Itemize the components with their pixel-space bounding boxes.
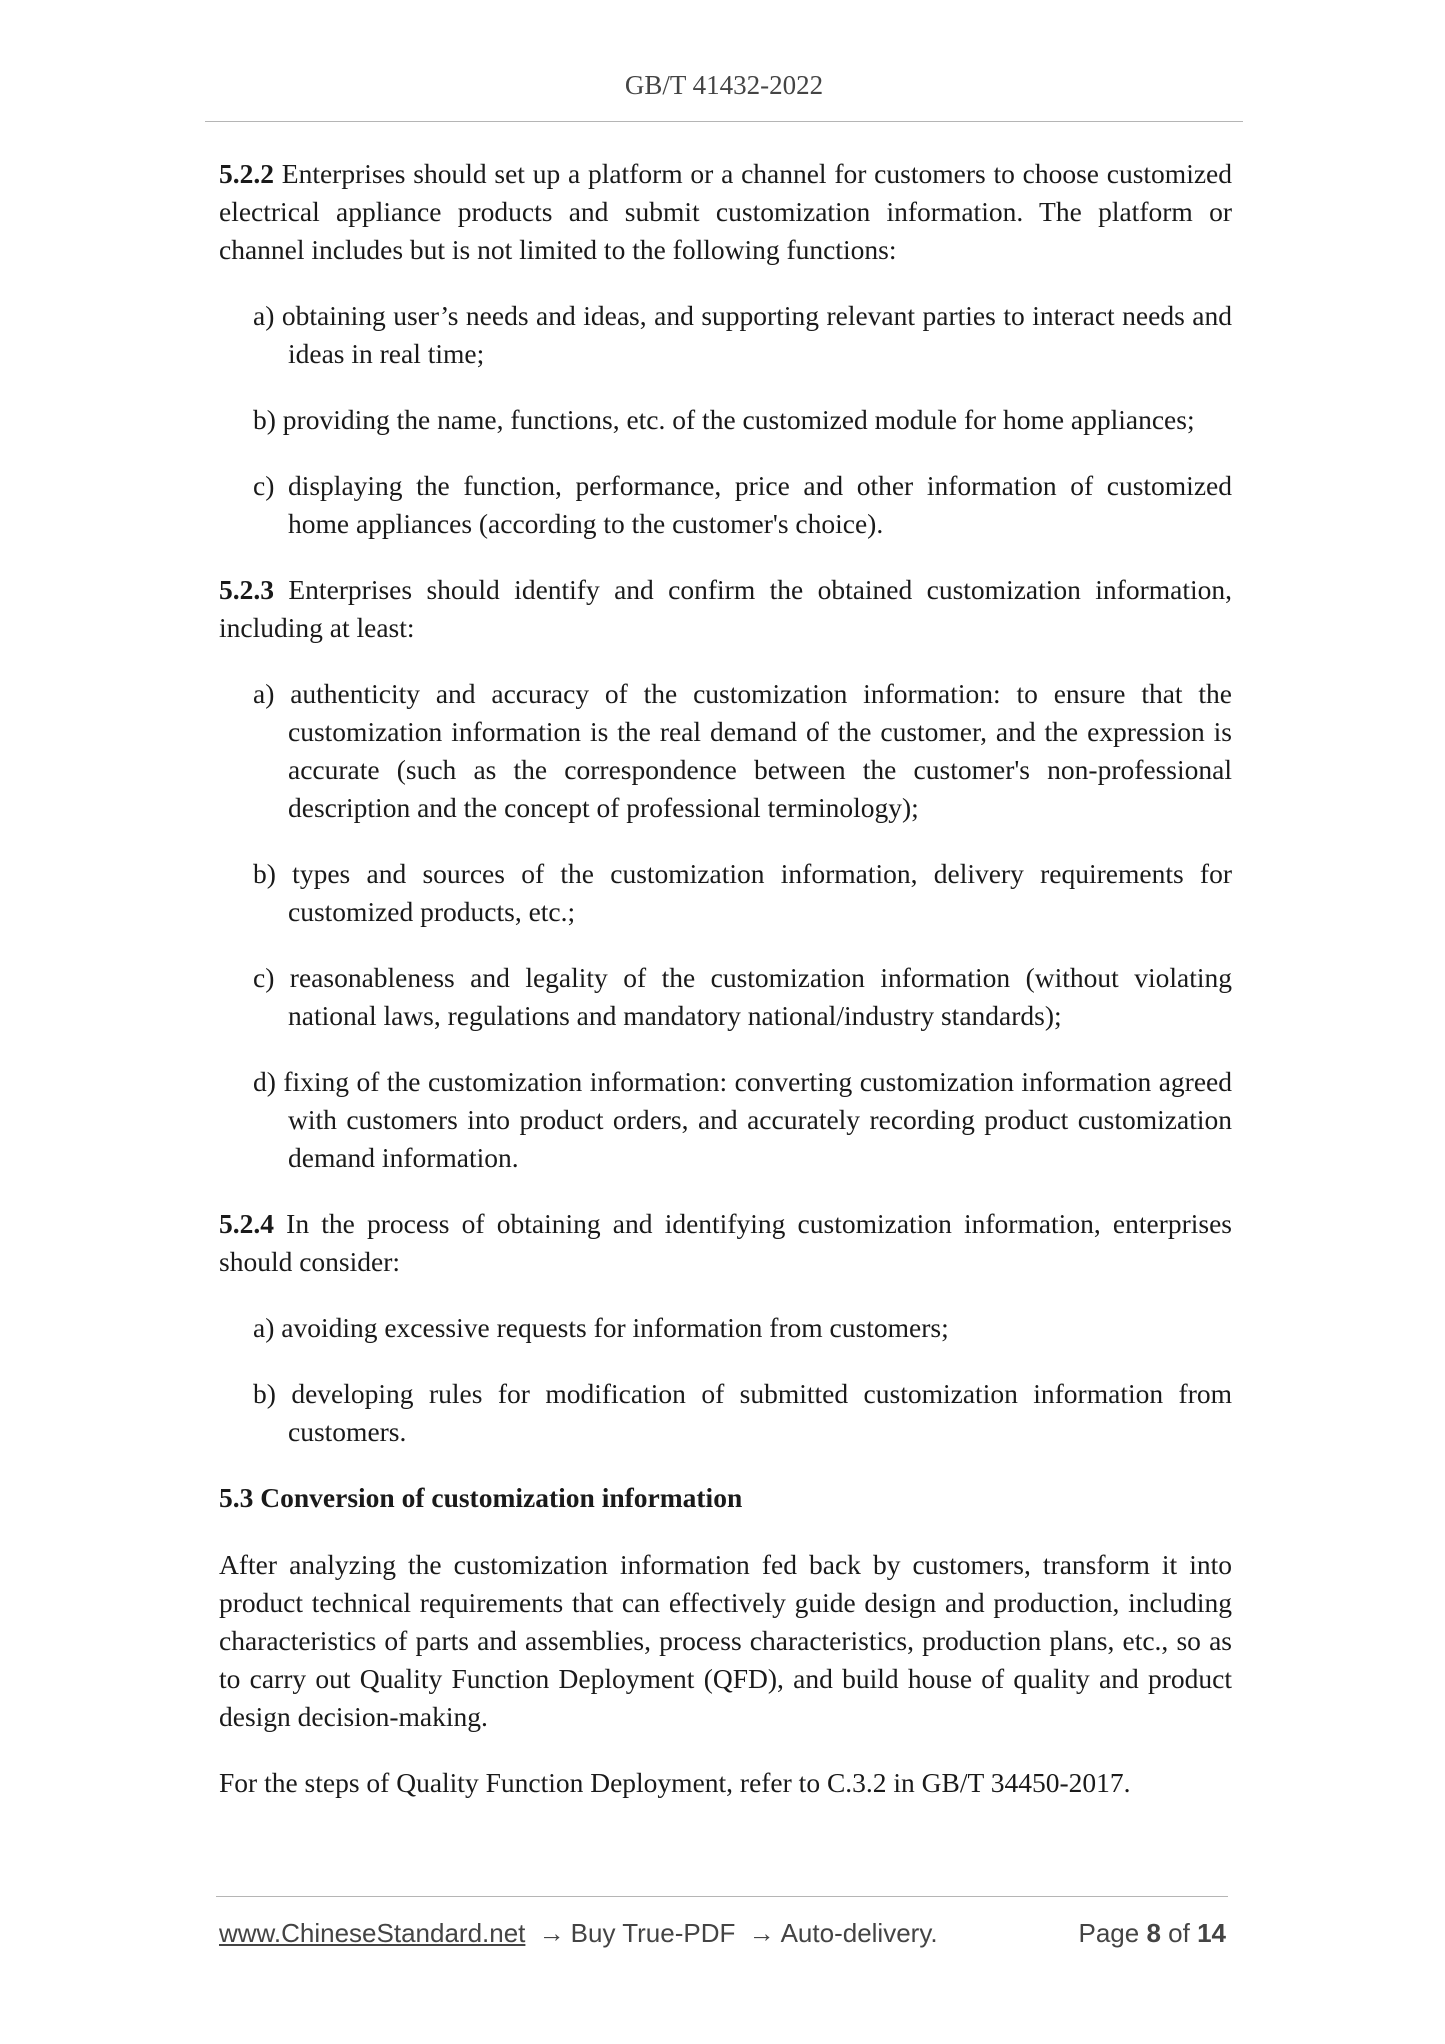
website-link[interactable]: www.ChineseStandard.net	[219, 1918, 526, 1948]
body-paragraph: For the steps of Quality Function Deployment, refer to C.3.2 in GB/T 34450-2017.	[219, 1767, 1131, 1798]
list-item: a) avoiding excessive requests for information from customers;	[253, 1312, 949, 1343]
list-item: d) fixing of the customization information: converting customization information agreed with customers into product orders, and accurately recording product customization demand information.	[253, 1066, 1232, 1173]
clause-text: Enterprises should set up a platform or a channel for customers to choose customized electrical appliance products and submit customization information. The platform or channel includes but is not limited to the following functions:	[219, 158, 1232, 265]
document-body	[219, 155, 1232, 1830]
page-total: 14	[1197, 1918, 1226, 1948]
page-label: Page	[1078, 1918, 1140, 1948]
page-footer	[219, 1918, 1226, 1949]
clause-text: In the process of obtaining and identifying customization information, enterprises should consider:	[219, 1208, 1232, 1277]
list-item: b) types and sources of the customization information, delivery requirements for customized products, etc.;	[253, 858, 1232, 927]
document-header	[205, 70, 1243, 101]
clause-text: Enterprises should identify and confirm the obtained customization information, including at least:	[219, 574, 1232, 643]
section-heading-5-3: 5.3 Conversion of customization information	[219, 1482, 743, 1513]
header-divider	[205, 121, 1243, 122]
clause-5-2-3	[219, 571, 1232, 647]
delivery-text: Auto-delivery.	[780, 1918, 938, 1948]
list-item: a) obtaining user’s needs and ideas, and supporting relevant parties to interact needs and ideas in real time;	[253, 300, 1232, 369]
list-item: b) providing the name, functions, etc. of the customized module for home appliances;	[253, 404, 1195, 435]
buy-text: Buy True-PDF	[570, 1918, 736, 1948]
footer-promo	[219, 1918, 938, 1949]
clause-number: 5.2.2	[219, 158, 274, 189]
clause-number: 5.2.4	[219, 1208, 274, 1239]
clause-5-2-4	[219, 1205, 1232, 1281]
arrow-right-icon: →	[748, 1918, 775, 1948]
arrow-right-icon: →	[538, 1918, 565, 1948]
clause-5-2-2	[219, 155, 1232, 269]
list-item: c) displaying the function, performance, price and other information of customized home appliances (according to the customer's choice).	[253, 470, 1232, 539]
footer-divider	[216, 1896, 1228, 1897]
page-of: of	[1168, 1918, 1190, 1948]
list-item: b) developing rules for modification of submitted customization information from customers.	[253, 1378, 1232, 1447]
page-current: 8	[1146, 1918, 1161, 1948]
list-item: a) authenticity and accuracy of the customization information: to ensure that the customization information is the real demand of the customer, and the expression is accurate (such as the correspondence between the customer's non-professional description and the concept of professional terminology);	[253, 678, 1232, 823]
clause-number: 5.2.3	[219, 574, 274, 605]
list-item: c) reasonableness and legality of the customization information (without violating national laws, regulations and mandatory national/industry standards);	[253, 962, 1232, 1031]
page-indicator	[1078, 1918, 1226, 1949]
body-paragraph: After analyzing the customization information fed back by customers, transform it into product technical requirements that can effectively guide design and production, including characteristics of parts and assemblies, process characteristics, production plans, etc., so as to carry out Quality Function Deployment (QFD), and build house of quality and product design decision-making.	[219, 1549, 1232, 1732]
standard-code: GB/T 41432-2022	[624, 70, 824, 100]
